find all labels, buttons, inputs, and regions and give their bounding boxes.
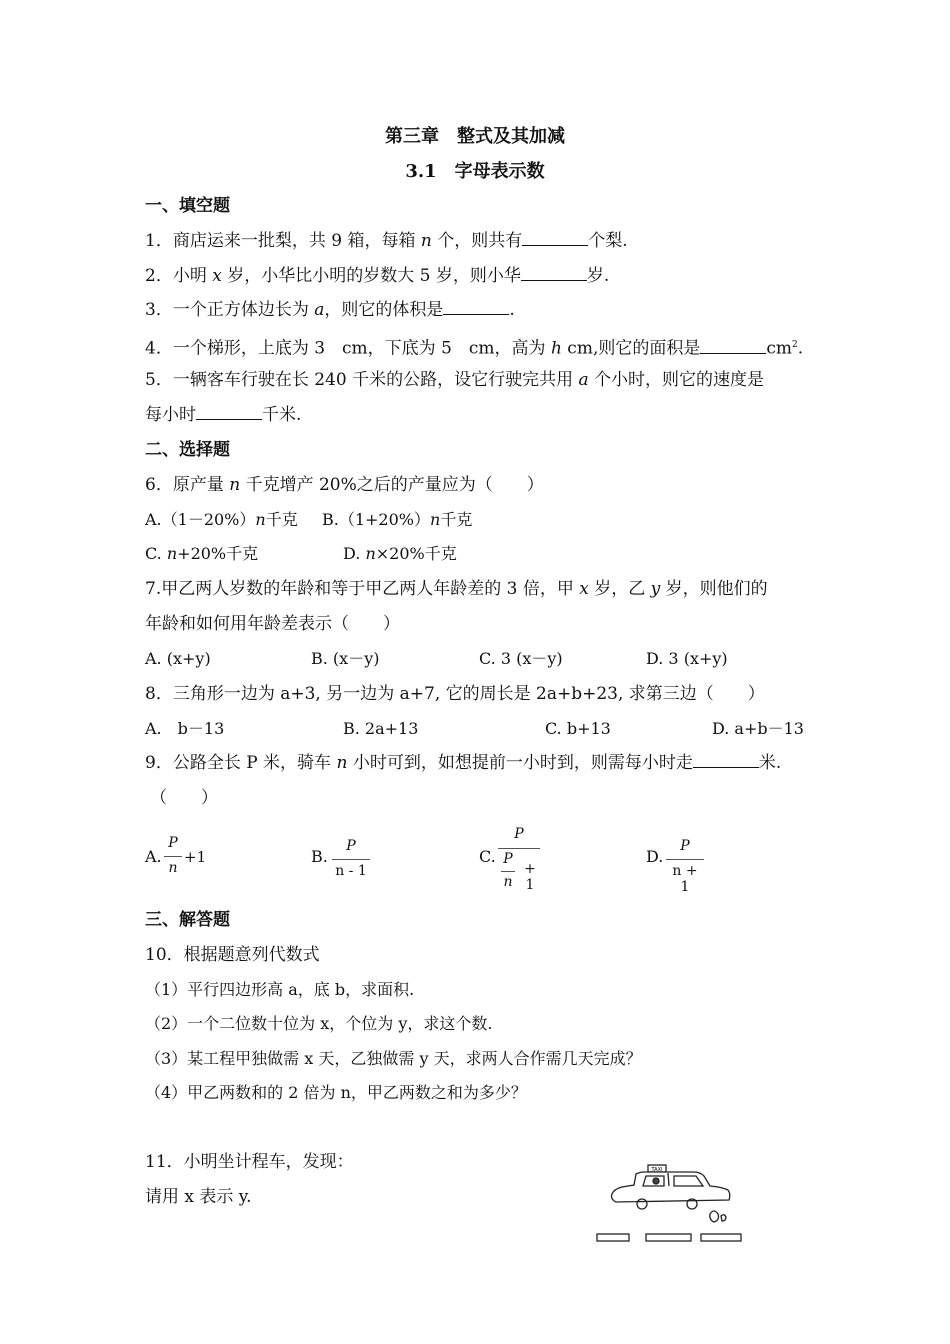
q6-var: n [229, 475, 241, 495]
question-2 [145, 265, 609, 287]
q6-a-var: n [255, 510, 266, 529]
q9-a-fraction-bar [164, 856, 182, 857]
q9-option-b-label[interactable]: B. [311, 847, 328, 866]
q6-b-var: n [430, 510, 441, 529]
q1-end: 个梨. [588, 231, 628, 251]
q3-end: . [509, 300, 515, 320]
part1-heading: 一、填空题 [145, 196, 230, 216]
q5-text: 5．一辆客车行驶在长 240 千米的公路，设它行驶完共用 [145, 370, 579, 390]
question-10: 10．根据题意列代数式 [145, 945, 320, 965]
q9-a-denominator: n [168, 860, 178, 876]
q9-c-inner-numerator: P [503, 851, 513, 867]
q10-sub-3: （3）某工程甲独做需 x 天，乙独做需 y 天，求两人合作需几天完成？ [145, 1049, 642, 1068]
q1-text-2: 个，则共有 [431, 231, 523, 251]
q9-option-d-label[interactable]: D. [646, 847, 664, 866]
q3-text: 3．一个正方体边长为 [145, 300, 315, 320]
q2-text: 2．小明 [145, 266, 213, 286]
q7-option-d[interactable]: D. 3 (x+y) [646, 649, 728, 668]
q5-var: a [578, 370, 589, 390]
q5-end: 千米. [262, 405, 302, 425]
q10-sub-4: （4）甲乙两数和的 2 倍为 n，甲乙两数之和为多少？ [145, 1083, 527, 1102]
q7-var-x: x [579, 579, 589, 599]
question-11-line-2: 请用 x 表示 y. [145, 1187, 252, 1207]
question-7-line-1 [145, 578, 768, 600]
q1-var: n [420, 231, 432, 251]
q7-text: 7.甲乙两人岁数的年龄和等于甲乙两人年龄差的 3 倍，甲 [145, 579, 580, 599]
q7-option-c[interactable]: C. 3 (x－y) [479, 649, 563, 668]
q9-d-denominator: n + 1 [672, 863, 698, 895]
q6-a-end: 千克 [265, 510, 298, 529]
q9-a-numerator: P [168, 835, 178, 851]
q3-text-2: ，则它的体积是 [324, 300, 444, 320]
q4-text-2: cm,则它的面积是 [561, 338, 701, 359]
fare-box-3 [701, 1234, 741, 1241]
question-1 [145, 230, 628, 252]
q6-option-c[interactable] [145, 543, 258, 565]
question-8: 8．三角形一边为 a+3, 另一边为 a+7, 它的周长是 2a+b+23, 求第三边（ ） [145, 684, 765, 704]
question-5-line-1 [145, 369, 764, 391]
question-9 [145, 752, 781, 774]
question-3 [145, 299, 515, 321]
q5-answer-blank[interactable] [196, 404, 262, 420]
q6-d-var: n [365, 544, 376, 563]
q2-answer-blank[interactable] [521, 265, 587, 281]
q9-b-denominator: n - 1 [335, 863, 367, 879]
q9-b-numerator: P [346, 838, 356, 854]
q9-answer-paren[interactable]: （ ） [150, 788, 218, 808]
q9-c-numerator: P [514, 826, 524, 842]
q2-text-2: 岁，小华比小明的岁数大 5 岁，则小华 [221, 266, 521, 286]
question-4 [145, 334, 803, 360]
question-7-line-2: 年龄和如何用年龄差表示（ ） [145, 614, 400, 634]
q9-end: 米. [758, 753, 782, 773]
q9-answer-blank[interactable] [693, 752, 759, 768]
fare-box-2 [646, 1234, 691, 1241]
question-6 [145, 474, 544, 496]
q9-text: 9．公路全长 P 米，骑车 [145, 753, 337, 773]
q8-option-d[interactable]: D. a+b－13 [712, 719, 804, 738]
q3-answer-blank[interactable] [443, 299, 509, 315]
q9-option-a-label[interactable]: A. [145, 847, 162, 866]
q6-text: 6．原产量 [145, 475, 230, 495]
taxi-illustration [596, 1164, 746, 1248]
q4-unit-exponent: 2 [792, 340, 798, 350]
q4-answer-blank[interactable] [700, 338, 766, 354]
question-5-line-2 [145, 404, 301, 426]
q7-text-3: 岁，则他们的 [660, 579, 768, 599]
part2-heading: 二、选择题 [145, 440, 230, 460]
q9-c-main-fraction-bar [498, 848, 540, 849]
q3-var: a [314, 300, 325, 320]
q7-option-b[interactable]: B. (x－y) [311, 649, 380, 668]
q8-option-b[interactable]: B. 2a+13 [343, 719, 419, 738]
q9-text-2: 小时可到，如想提前一小时到，则需每小时走 [347, 753, 693, 773]
q9-a-plus-one: +1 [184, 848, 207, 866]
q6-b-text: B.（1+20%） [322, 510, 430, 529]
q6-b-end: 千克 [440, 510, 473, 529]
q6-option-b[interactable] [322, 509, 472, 531]
q10-sub-2: （2）一个二位数十位为 x，个位为 y，求这个数. [145, 1014, 493, 1033]
q8-option-a[interactable]: A. b－13 [145, 719, 225, 738]
q7-text-2: 岁，乙 [588, 579, 651, 599]
q9-c-plus-one: + 1 [524, 861, 536, 893]
q6-c-var: n [166, 544, 178, 563]
q10-sub-1: （1）平行四边形高 a，底 b，求面积. [145, 980, 415, 999]
q9-option-c-label[interactable]: C. [479, 847, 496, 866]
q6-d-label: D. [343, 544, 366, 563]
fare-box-1 [597, 1234, 629, 1241]
q7-option-a[interactable]: A. (x+y) [145, 649, 211, 668]
q6-c-end: +20%千克 [177, 544, 259, 563]
q4-var: h [550, 338, 562, 359]
q6-c-label: C. [145, 544, 167, 563]
q7-var-y: y [650, 579, 661, 599]
question-11-line-1: 11．小明坐计程车，发现： [145, 1152, 354, 1172]
q9-b-fraction-bar [332, 859, 370, 860]
q6-option-d[interactable] [343, 543, 457, 565]
taxi-sign-text: TAXI [651, 1167, 663, 1173]
q5-text-2: 个小时，则它的速度是 [588, 370, 765, 390]
part3-heading: 三、解答题 [145, 910, 230, 930]
q5-line2-text: 每小时 [145, 405, 196, 425]
q6-option-a[interactable] [145, 509, 298, 531]
q4-text: 4．一个梯形，上底为 3 cm，下底为 5 cm，高为 [145, 338, 551, 359]
section-title: 3.1 字母表示数 [405, 161, 545, 182]
q4-end: . [797, 338, 804, 359]
taxi-car-icon [612, 1165, 730, 1222]
q9-var: n [336, 753, 348, 773]
q1-text: 1．商店运来一批梨，共 9 箱，每箱 [145, 231, 421, 251]
q6-d-end: ×20%千克 [375, 544, 457, 563]
q2-var: x [212, 266, 222, 286]
q6-a-text: A.（1－20%） [145, 510, 256, 529]
q8-option-c[interactable]: C. b+13 [545, 719, 611, 738]
q6-text-2: 千克增产 20%之后的产量应为（ ） [240, 475, 544, 495]
q4-unit: cm [766, 338, 793, 359]
q9-d-numerator: P [680, 838, 690, 854]
q1-answer-blank[interactable] [522, 230, 588, 246]
q2-end: 岁. [586, 266, 610, 286]
q9-c-inner-denominator: n [503, 874, 513, 890]
q9-d-fraction-bar [666, 859, 704, 860]
chapter-title: 第三章 整式及其加减 [385, 126, 565, 147]
q9-c-inner-fraction-bar [501, 871, 515, 872]
